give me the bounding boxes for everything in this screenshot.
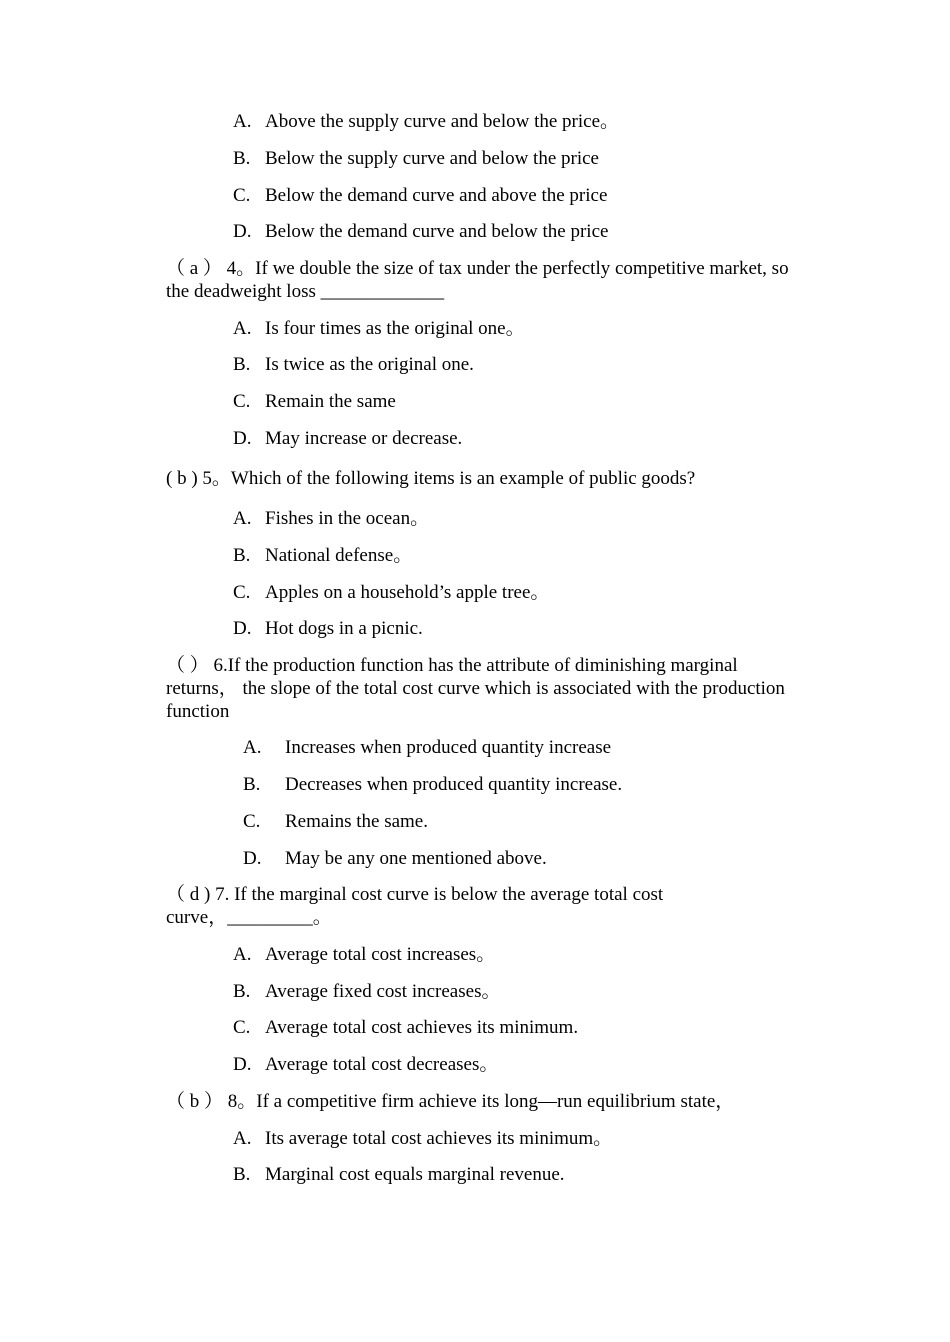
q7-stem-line1: （ d ) 7. If the marginal cost curve is below the average total cost [166, 884, 664, 905]
q6-option-b-letter: B. [243, 774, 261, 795]
q8-stem-line1: （ b ） 8。If a competitive firm achieve its long—run equilibrium state， [166, 1091, 735, 1112]
q4-stem-line2: the deadweight loss _____________ [166, 281, 445, 302]
q7-option-b-text: Average fixed cost increases。 [265, 981, 501, 1002]
q7-stem-line2: curve，_________。 [166, 907, 332, 928]
q7-option-b-letter: B. [233, 981, 251, 1002]
q5-option-a-text: Fishes in the ocean。 [265, 508, 430, 529]
q5-option-d-letter: D. [233, 618, 252, 639]
q3-option-c-text: Below the demand curve and above the price [265, 185, 608, 206]
q6-option-b-text: Decreases when produced quantity increase. [285, 774, 623, 795]
q4-option-a-text: Is four times as the original one。 [265, 318, 525, 339]
q8-option-b-letter: B. [233, 1164, 251, 1185]
q7-option-d-text: Average total cost decreases。 [265, 1054, 499, 1075]
q3-option-d-letter: D. [233, 221, 252, 242]
q3-option-a-text: Above the supply curve and below the price。 [265, 111, 620, 132]
q5-option-a-letter: A. [233, 508, 252, 529]
q7-option-c-letter: C. [233, 1017, 251, 1038]
q7-option-a-letter: A. [233, 944, 252, 965]
q5-option-c-text: Apples on a household’s apple tree。 [265, 582, 550, 603]
q5-option-c-letter: C. [233, 582, 251, 603]
q4-option-c-text: Remain the same [265, 391, 396, 412]
q7-option-d-letter: D. [233, 1054, 252, 1075]
q7-option-a-text: Average total cost increases。 [265, 944, 496, 965]
q3-option-a-letter: A. [233, 111, 252, 132]
q6-stem-line2: returns， the slope of the total cost curve which is associated with the production [166, 678, 785, 699]
q6-option-d-letter: D. [243, 848, 262, 869]
q6-option-d-text: May be any one mentioned above. [285, 848, 547, 869]
q3-option-d-text: Below the demand curve and below the price [265, 221, 609, 242]
q4-option-b-letter: B. [233, 354, 251, 375]
q3-option-b-text: Below the supply curve and below the price [265, 148, 599, 169]
q4-option-d-letter: D. [233, 428, 252, 449]
q6-option-c-text: Remains the same. [285, 811, 428, 832]
q6-stem-line1: （ ） 6.If the production function has the attribute of diminishing marginal [166, 655, 738, 676]
q5-option-b-text: National defense。 [265, 545, 413, 566]
q4-option-b-text: Is twice as the original one. [265, 354, 474, 375]
q3-option-c-letter: C. [233, 185, 251, 206]
q6-option-a-letter: A. [243, 737, 262, 758]
q4-stem-line1: （ a ） 4。If we double the size of tax under the perfectly competitive market, so [166, 258, 789, 279]
q4-option-a-letter: A. [233, 318, 252, 339]
q4-option-c-letter: C. [233, 391, 251, 412]
q8-option-a-text: Its average total cost achieves its minimum。 [265, 1128, 613, 1149]
q5-option-d-text: Hot dogs in a picnic. [265, 618, 423, 639]
q6-stem-line3: function [166, 701, 230, 722]
q5-option-b-letter: B. [233, 545, 251, 566]
q5-stem-line1: ( b ) 5。Which of the following items is an example of public goods? [166, 468, 696, 489]
q6-option-c-letter: C. [243, 811, 261, 832]
q8-option-a-letter: A. [233, 1128, 252, 1149]
q7-option-c-text: Average total cost achieves its minimum. [265, 1017, 579, 1038]
q4-option-d-text: May increase or decrease. [265, 428, 463, 449]
q6-option-a-text: Increases when produced quantity increase [285, 737, 612, 758]
q8-option-b-text: Marginal cost equals marginal revenue. [265, 1164, 565, 1185]
q3-option-b-letter: B. [233, 148, 251, 169]
